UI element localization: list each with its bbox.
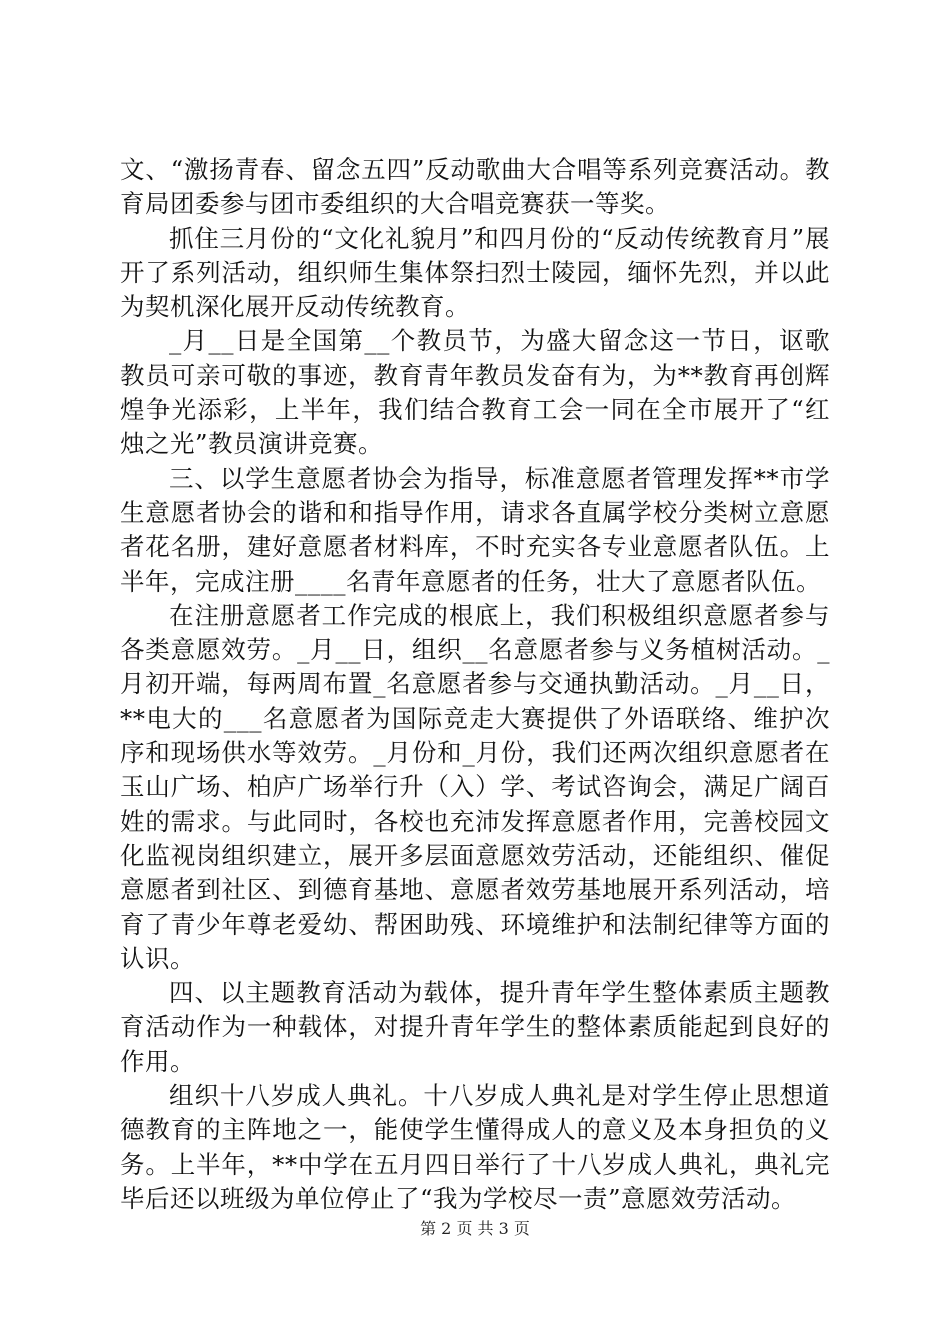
page-number-label: 第 2 页 共 3 页 (420, 1219, 530, 1238)
paragraph-5: 在注册意愿者工作完成的根底上，我们积极组织意愿者参与各类意愿效劳。_月__日，组织__名意愿者参与义务植树活动。_月初开端，每两周布置_名意愿者参与交通执勤活动。_月__日，**电大的___名意愿者为国际竞走大赛提供了外语联络、维护次序和现场供水等效劳。_月份和_月份，我们还两次组织意愿者在玉山广场、柏庐广场举行升（入）学、考试咨询会，满足广阔百姓的需求。与此同时，各校也充沛发挥意愿者作用，完善校园文化监视岗组织建立，展开多层面意愿效劳活动，还能组织、催促意愿者到社区、到德育基地、意愿者效劳基地展开系列活动，培育了青少年尊老爱幼、帮困助残、环境维护和法制纪律等方面的认识。 (120, 600, 830, 973)
page-footer (0, 1216, 950, 1239)
paragraph-6: 四、以主题教育活动为载体，提升青年学生整体素质主题教育活动作为一种载体，对提升青年学生的整体素质能起到良好的作用。 (120, 978, 830, 1076)
paragraph-7: 组织十八岁成人典礼。十八岁成人典礼是对学生停止思想道德教育的主阵地之一，能使学生懂得成人的意义及本身担负的义务。上半年，**中学在五月四日举行了十八岁成人典礼，典礼完毕后还以班级为单位停止了“我为学校尽一责”意愿效劳活动。 (120, 1081, 830, 1213)
document-body (120, 153, 830, 1216)
paragraph-4: 三、以学生意愿者协会为指导，标准意愿者管理发挥**市学生意愿者协会的谐和和指导作用，请求各直属学校分类树立意愿者花名册，建好意愿者材料库，不时充实各专业意愿者队伍。上半年，完成注册____名青年意愿者的任务，壮大了意愿者队伍。 (120, 463, 830, 596)
paragraph-3: _月__日是全国第__个教员节，为盛大留念这一节日，讴歌教员可亲可敬的事迹，教育青年教员发奋有为，为**教育再创辉煌争光添彩，上半年，我们结合教育工会一同在全市展开了“红烛之光”教员演讲竞赛。 (120, 326, 830, 459)
paragraph-2: 抓住三月份的“文化礼貌月”和四月份的“反动传统教育月”展开了系列活动，组织师生集体祭扫烈士陵园，缅怀先烈，并以此为契机深化展开反动传统教育。 (120, 223, 830, 322)
paragraph-1: 文、“激扬青春、留念五四”反动歌曲大合唱等系列竞赛活动。教育局团委参与团市委组织的大合唱竞赛获一等奖。 (120, 155, 830, 219)
